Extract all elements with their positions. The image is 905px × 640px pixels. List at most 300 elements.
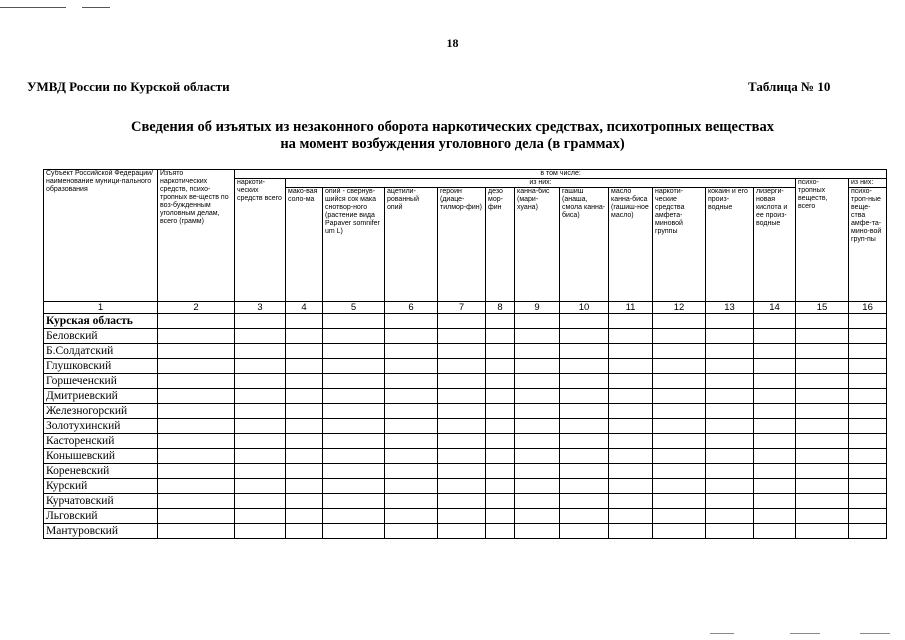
empty-cell — [796, 494, 849, 509]
column-number: 6 — [385, 302, 438, 314]
row-name: Дмитриевский — [44, 389, 158, 404]
table-row — [44, 389, 887, 404]
empty-cell — [515, 524, 560, 539]
row-name: Конышевский — [44, 449, 158, 464]
empty-cell — [796, 479, 849, 494]
empty-cell — [706, 464, 754, 479]
empty-cell — [609, 329, 653, 344]
empty-cell — [609, 404, 653, 419]
table-row — [44, 479, 887, 494]
header-cocaine: кокаин и его произ-водные — [706, 188, 754, 302]
column-number-row — [44, 302, 887, 314]
empty-cell — [560, 434, 609, 449]
empty-cell — [235, 344, 286, 359]
column-number: 8 — [486, 302, 515, 314]
empty-cell — [323, 389, 385, 404]
empty-cell — [796, 464, 849, 479]
column-number: 9 — [515, 302, 560, 314]
empty-cell — [609, 509, 653, 524]
empty-cell — [754, 494, 796, 509]
empty-cell — [849, 419, 887, 434]
empty-cell — [235, 404, 286, 419]
header-poppy-straw: мако-вая соло-ма — [286, 188, 323, 302]
empty-cell — [158, 329, 235, 344]
organization-name: УМВД России по Курской области — [27, 79, 230, 94]
header-narcotics-total: наркоти-ческих средств всего — [235, 179, 286, 302]
empty-cell — [560, 509, 609, 524]
footer-rule-3 — [860, 633, 890, 634]
empty-cell — [515, 434, 560, 449]
empty-cell — [235, 524, 286, 539]
empty-cell — [385, 449, 438, 464]
empty-cell — [235, 449, 286, 464]
empty-cell — [323, 374, 385, 389]
header-cannabis: канна-бис (мари-хуана) — [515, 188, 560, 302]
column-number: 4 — [286, 302, 323, 314]
header-subject: Субъект Российской Федерации/ наименование муници-пального образования — [44, 170, 158, 302]
table-row — [44, 314, 887, 329]
empty-cell — [323, 524, 385, 539]
empty-cell — [158, 524, 235, 539]
table-row — [44, 524, 887, 539]
column-number: 11 — [609, 302, 653, 314]
table-row — [44, 404, 887, 419]
empty-cell — [385, 374, 438, 389]
empty-cell — [286, 314, 323, 329]
header-amphetamines: наркоти-ческие средства амфета-миновой группы — [653, 188, 706, 302]
empty-cell — [560, 494, 609, 509]
empty-cell — [609, 494, 653, 509]
empty-cell — [706, 389, 754, 404]
empty-cell — [560, 464, 609, 479]
header-hashish: гашиш (анаша, смола канна-биса) — [560, 188, 609, 302]
empty-cell — [158, 509, 235, 524]
column-number: 5 — [323, 302, 385, 314]
table-row — [44, 419, 887, 434]
column-number: 7 — [438, 302, 486, 314]
empty-cell — [609, 344, 653, 359]
empty-cell — [754, 389, 796, 404]
page-number: 18 — [446, 36, 459, 50]
empty-cell — [438, 419, 486, 434]
empty-cell — [609, 434, 653, 449]
empty-cell — [653, 419, 706, 434]
empty-cell — [323, 329, 385, 344]
empty-cell — [286, 449, 323, 464]
empty-cell — [653, 524, 706, 539]
top-rule-left — [0, 7, 66, 8]
header-psychotropic-total: психо-тропных веществ, всего — [796, 179, 849, 302]
header-psychotropic-amphetamines: психо-троп-ные веще-ства амфе-та-мино-вой груп-пы — [849, 188, 887, 302]
column-number: 13 — [706, 302, 754, 314]
empty-cell — [158, 389, 235, 404]
empty-cell — [560, 359, 609, 374]
empty-cell — [796, 434, 849, 449]
empty-cell — [438, 329, 486, 344]
empty-cell — [560, 374, 609, 389]
empty-cell — [438, 359, 486, 374]
empty-cell — [515, 509, 560, 524]
row-name: Б.Солдатский — [44, 344, 158, 359]
empty-cell — [849, 404, 887, 419]
empty-cell — [754, 524, 796, 539]
empty-cell — [754, 404, 796, 419]
empty-cell — [706, 329, 754, 344]
empty-cell — [849, 494, 887, 509]
empty-cell — [438, 344, 486, 359]
empty-cell — [235, 464, 286, 479]
header-lsd: лизерги-новая кислота и ее произ-водные — [754, 188, 796, 302]
empty-cell — [706, 419, 754, 434]
empty-cell — [486, 449, 515, 464]
empty-cell — [486, 464, 515, 479]
row-name: Горшеченский — [44, 374, 158, 389]
empty-cell — [560, 404, 609, 419]
empty-cell — [706, 449, 754, 464]
empty-cell — [653, 314, 706, 329]
empty-cell — [796, 314, 849, 329]
empty-cell — [385, 494, 438, 509]
empty-cell — [754, 464, 796, 479]
empty-cell — [385, 524, 438, 539]
empty-cell — [235, 509, 286, 524]
empty-cell — [286, 344, 323, 359]
empty-cell — [754, 344, 796, 359]
empty-cell — [158, 314, 235, 329]
table-row — [44, 494, 887, 509]
empty-cell — [653, 389, 706, 404]
footer-rule-2 — [790, 633, 820, 634]
empty-cell — [385, 314, 438, 329]
empty-cell — [849, 344, 887, 359]
empty-cell — [706, 524, 754, 539]
empty-cell — [385, 404, 438, 419]
empty-cell — [653, 479, 706, 494]
empty-cell — [286, 434, 323, 449]
header-opium: опий - свернув-шийся сок мака снотвор-ного (растение вида Papaver somnifer um L) — [323, 188, 385, 302]
empty-cell — [849, 524, 887, 539]
empty-cell — [158, 449, 235, 464]
empty-cell — [158, 419, 235, 434]
empty-cell — [706, 494, 754, 509]
empty-cell — [796, 524, 849, 539]
empty-cell — [609, 464, 653, 479]
empty-cell — [438, 494, 486, 509]
empty-cell — [754, 449, 796, 464]
empty-cell — [796, 329, 849, 344]
empty-cell — [849, 509, 887, 524]
column-number: 12 — [653, 302, 706, 314]
empty-cell — [754, 479, 796, 494]
empty-cell — [849, 329, 887, 344]
empty-cell — [286, 419, 323, 434]
empty-cell — [653, 404, 706, 419]
empty-cell — [706, 404, 754, 419]
empty-cell — [286, 359, 323, 374]
empty-cell — [486, 524, 515, 539]
header-desomorphine: дезо мор-фин — [486, 188, 515, 302]
empty-cell — [706, 344, 754, 359]
empty-cell — [323, 464, 385, 479]
header-including: в том числе: — [235, 170, 887, 179]
footer-rule-1 — [710, 633, 734, 634]
empty-cell — [653, 494, 706, 509]
empty-cell — [609, 419, 653, 434]
empty-cell — [560, 344, 609, 359]
empty-cell — [486, 359, 515, 374]
empty-cell — [796, 509, 849, 524]
empty-cell — [486, 329, 515, 344]
empty-cell — [515, 389, 560, 404]
row-name: Мантуровский — [44, 524, 158, 539]
empty-cell — [158, 434, 235, 449]
empty-cell — [754, 374, 796, 389]
row-name: Глушковский — [44, 359, 158, 374]
data-rows — [44, 314, 887, 539]
column-number: 14 — [754, 302, 796, 314]
empty-cell — [385, 434, 438, 449]
empty-cell — [286, 464, 323, 479]
row-name: Золотухинский — [44, 419, 158, 434]
empty-cell — [849, 359, 887, 374]
empty-cell — [796, 404, 849, 419]
column-number: 15 — [796, 302, 849, 314]
empty-cell — [515, 344, 560, 359]
row-name: Курская область — [44, 314, 158, 329]
empty-cell — [706, 359, 754, 374]
empty-cell — [609, 524, 653, 539]
empty-cell — [323, 449, 385, 464]
empty-cell — [438, 434, 486, 449]
empty-cell — [438, 464, 486, 479]
empty-cell — [515, 479, 560, 494]
empty-cell — [560, 389, 609, 404]
empty-cell — [486, 314, 515, 329]
row-name: Беловский — [44, 329, 158, 344]
empty-cell — [385, 419, 438, 434]
empty-cell — [560, 524, 609, 539]
empty-cell — [515, 449, 560, 464]
empty-cell — [515, 329, 560, 344]
empty-cell — [706, 509, 754, 524]
empty-cell — [754, 359, 796, 374]
empty-cell — [796, 389, 849, 404]
empty-cell — [158, 374, 235, 389]
empty-cell — [706, 434, 754, 449]
empty-cell — [486, 344, 515, 359]
header-of-them-2: из них: — [849, 179, 887, 188]
empty-cell — [653, 509, 706, 524]
empty-cell — [653, 464, 706, 479]
empty-cell — [706, 314, 754, 329]
table-row — [44, 509, 887, 524]
empty-cell — [609, 479, 653, 494]
document-title — [0, 119, 905, 153]
top-rule-right — [82, 7, 110, 8]
row-name: Льговский — [44, 509, 158, 524]
empty-cell — [438, 449, 486, 464]
empty-cell — [286, 404, 323, 419]
empty-cell — [609, 314, 653, 329]
empty-cell — [486, 389, 515, 404]
empty-cell — [560, 479, 609, 494]
empty-cell — [385, 464, 438, 479]
empty-cell — [849, 314, 887, 329]
table-row — [44, 434, 887, 449]
empty-cell — [235, 359, 286, 374]
empty-cell — [385, 344, 438, 359]
empty-cell — [158, 494, 235, 509]
table-row — [44, 344, 887, 359]
column-number: 1 — [44, 302, 158, 314]
empty-cell — [158, 404, 235, 419]
empty-cell — [609, 389, 653, 404]
empty-cell — [385, 479, 438, 494]
empty-cell — [323, 494, 385, 509]
empty-cell — [653, 449, 706, 464]
row-name: Железногорский — [44, 404, 158, 419]
empty-cell — [560, 419, 609, 434]
empty-cell — [609, 449, 653, 464]
empty-cell — [438, 314, 486, 329]
empty-cell — [158, 464, 235, 479]
empty-cell — [286, 524, 323, 539]
empty-cell — [323, 434, 385, 449]
row-name: Курчатовский — [44, 494, 158, 509]
table-row — [44, 464, 887, 479]
empty-cell — [486, 404, 515, 419]
empty-cell — [323, 314, 385, 329]
title-line-2: на момент возбуждения уголовного дела (в граммах) — [280, 136, 625, 152]
empty-cell — [796, 344, 849, 359]
empty-cell — [754, 509, 796, 524]
empty-cell — [560, 449, 609, 464]
empty-cell — [849, 464, 887, 479]
empty-cell — [323, 479, 385, 494]
empty-cell — [515, 419, 560, 434]
empty-cell — [158, 479, 235, 494]
empty-cell — [286, 374, 323, 389]
seizure-table — [43, 169, 887, 539]
empty-cell — [235, 329, 286, 344]
empty-cell — [849, 389, 887, 404]
empty-cell — [560, 314, 609, 329]
table-row — [44, 329, 887, 344]
empty-cell — [286, 494, 323, 509]
header-seized-total: Изъято наркотических средств, психо-тропных ве-ществ по воз-бужденным уголовным делам, всего (грамм) — [158, 170, 235, 302]
empty-cell — [286, 389, 323, 404]
column-number: 16 — [849, 302, 887, 314]
empty-cell — [849, 479, 887, 494]
empty-cell — [653, 374, 706, 389]
empty-cell — [385, 359, 438, 374]
empty-cell — [515, 359, 560, 374]
empty-cell — [560, 329, 609, 344]
empty-cell — [754, 434, 796, 449]
empty-cell — [438, 524, 486, 539]
empty-cell — [754, 314, 796, 329]
empty-cell — [754, 329, 796, 344]
empty-cell — [754, 419, 796, 434]
table-number: Таблица № 10 — [748, 79, 831, 94]
empty-cell — [235, 494, 286, 509]
empty-cell — [158, 344, 235, 359]
empty-cell — [323, 344, 385, 359]
empty-cell — [653, 344, 706, 359]
empty-cell — [515, 314, 560, 329]
empty-cell — [323, 509, 385, 524]
empty-cell — [796, 449, 849, 464]
empty-cell — [486, 479, 515, 494]
empty-cell — [235, 479, 286, 494]
row-name: Курский — [44, 479, 158, 494]
empty-cell — [323, 419, 385, 434]
empty-cell — [653, 359, 706, 374]
table-row — [44, 449, 887, 464]
empty-cell — [706, 479, 754, 494]
empty-cell — [486, 434, 515, 449]
empty-cell — [235, 374, 286, 389]
empty-cell — [486, 509, 515, 524]
empty-cell — [286, 509, 323, 524]
empty-cell — [286, 329, 323, 344]
empty-cell — [653, 329, 706, 344]
table-row — [44, 359, 887, 374]
empty-cell — [385, 329, 438, 344]
empty-cell — [609, 374, 653, 389]
empty-cell — [438, 509, 486, 524]
empty-cell — [609, 359, 653, 374]
header-heroin: героин (диаце-тилмор-фин) — [438, 188, 486, 302]
table-row — [44, 374, 887, 389]
empty-cell — [438, 389, 486, 404]
empty-cell — [486, 374, 515, 389]
empty-cell — [486, 419, 515, 434]
empty-cell — [438, 479, 486, 494]
empty-cell — [796, 359, 849, 374]
header-cannabis-oil: масло канна-биса (гашиш-ное масло) — [609, 188, 653, 302]
header-acetylated-opium: ацетили-рованный опий — [385, 188, 438, 302]
empty-cell — [323, 359, 385, 374]
row-name: Кореневский — [44, 464, 158, 479]
empty-cell — [796, 374, 849, 389]
empty-cell — [286, 479, 323, 494]
empty-cell — [438, 374, 486, 389]
empty-cell — [515, 494, 560, 509]
title-line-1: Сведения об изъятых из незаконного оборота наркотических средствах, психотропных веществах — [131, 119, 774, 135]
column-number: 10 — [560, 302, 609, 314]
empty-cell — [849, 434, 887, 449]
empty-cell — [515, 374, 560, 389]
empty-cell — [235, 434, 286, 449]
empty-cell — [849, 449, 887, 464]
empty-cell — [235, 314, 286, 329]
empty-cell — [385, 389, 438, 404]
empty-cell — [515, 404, 560, 419]
empty-cell — [438, 404, 486, 419]
empty-cell — [323, 404, 385, 419]
empty-cell — [158, 359, 235, 374]
header-of-them: из них: — [286, 179, 796, 188]
empty-cell — [385, 509, 438, 524]
empty-cell — [235, 389, 286, 404]
empty-cell — [796, 419, 849, 434]
empty-cell — [849, 374, 887, 389]
row-name: Касторенский — [44, 434, 158, 449]
empty-cell — [515, 464, 560, 479]
column-number: 3 — [235, 302, 286, 314]
empty-cell — [486, 494, 515, 509]
